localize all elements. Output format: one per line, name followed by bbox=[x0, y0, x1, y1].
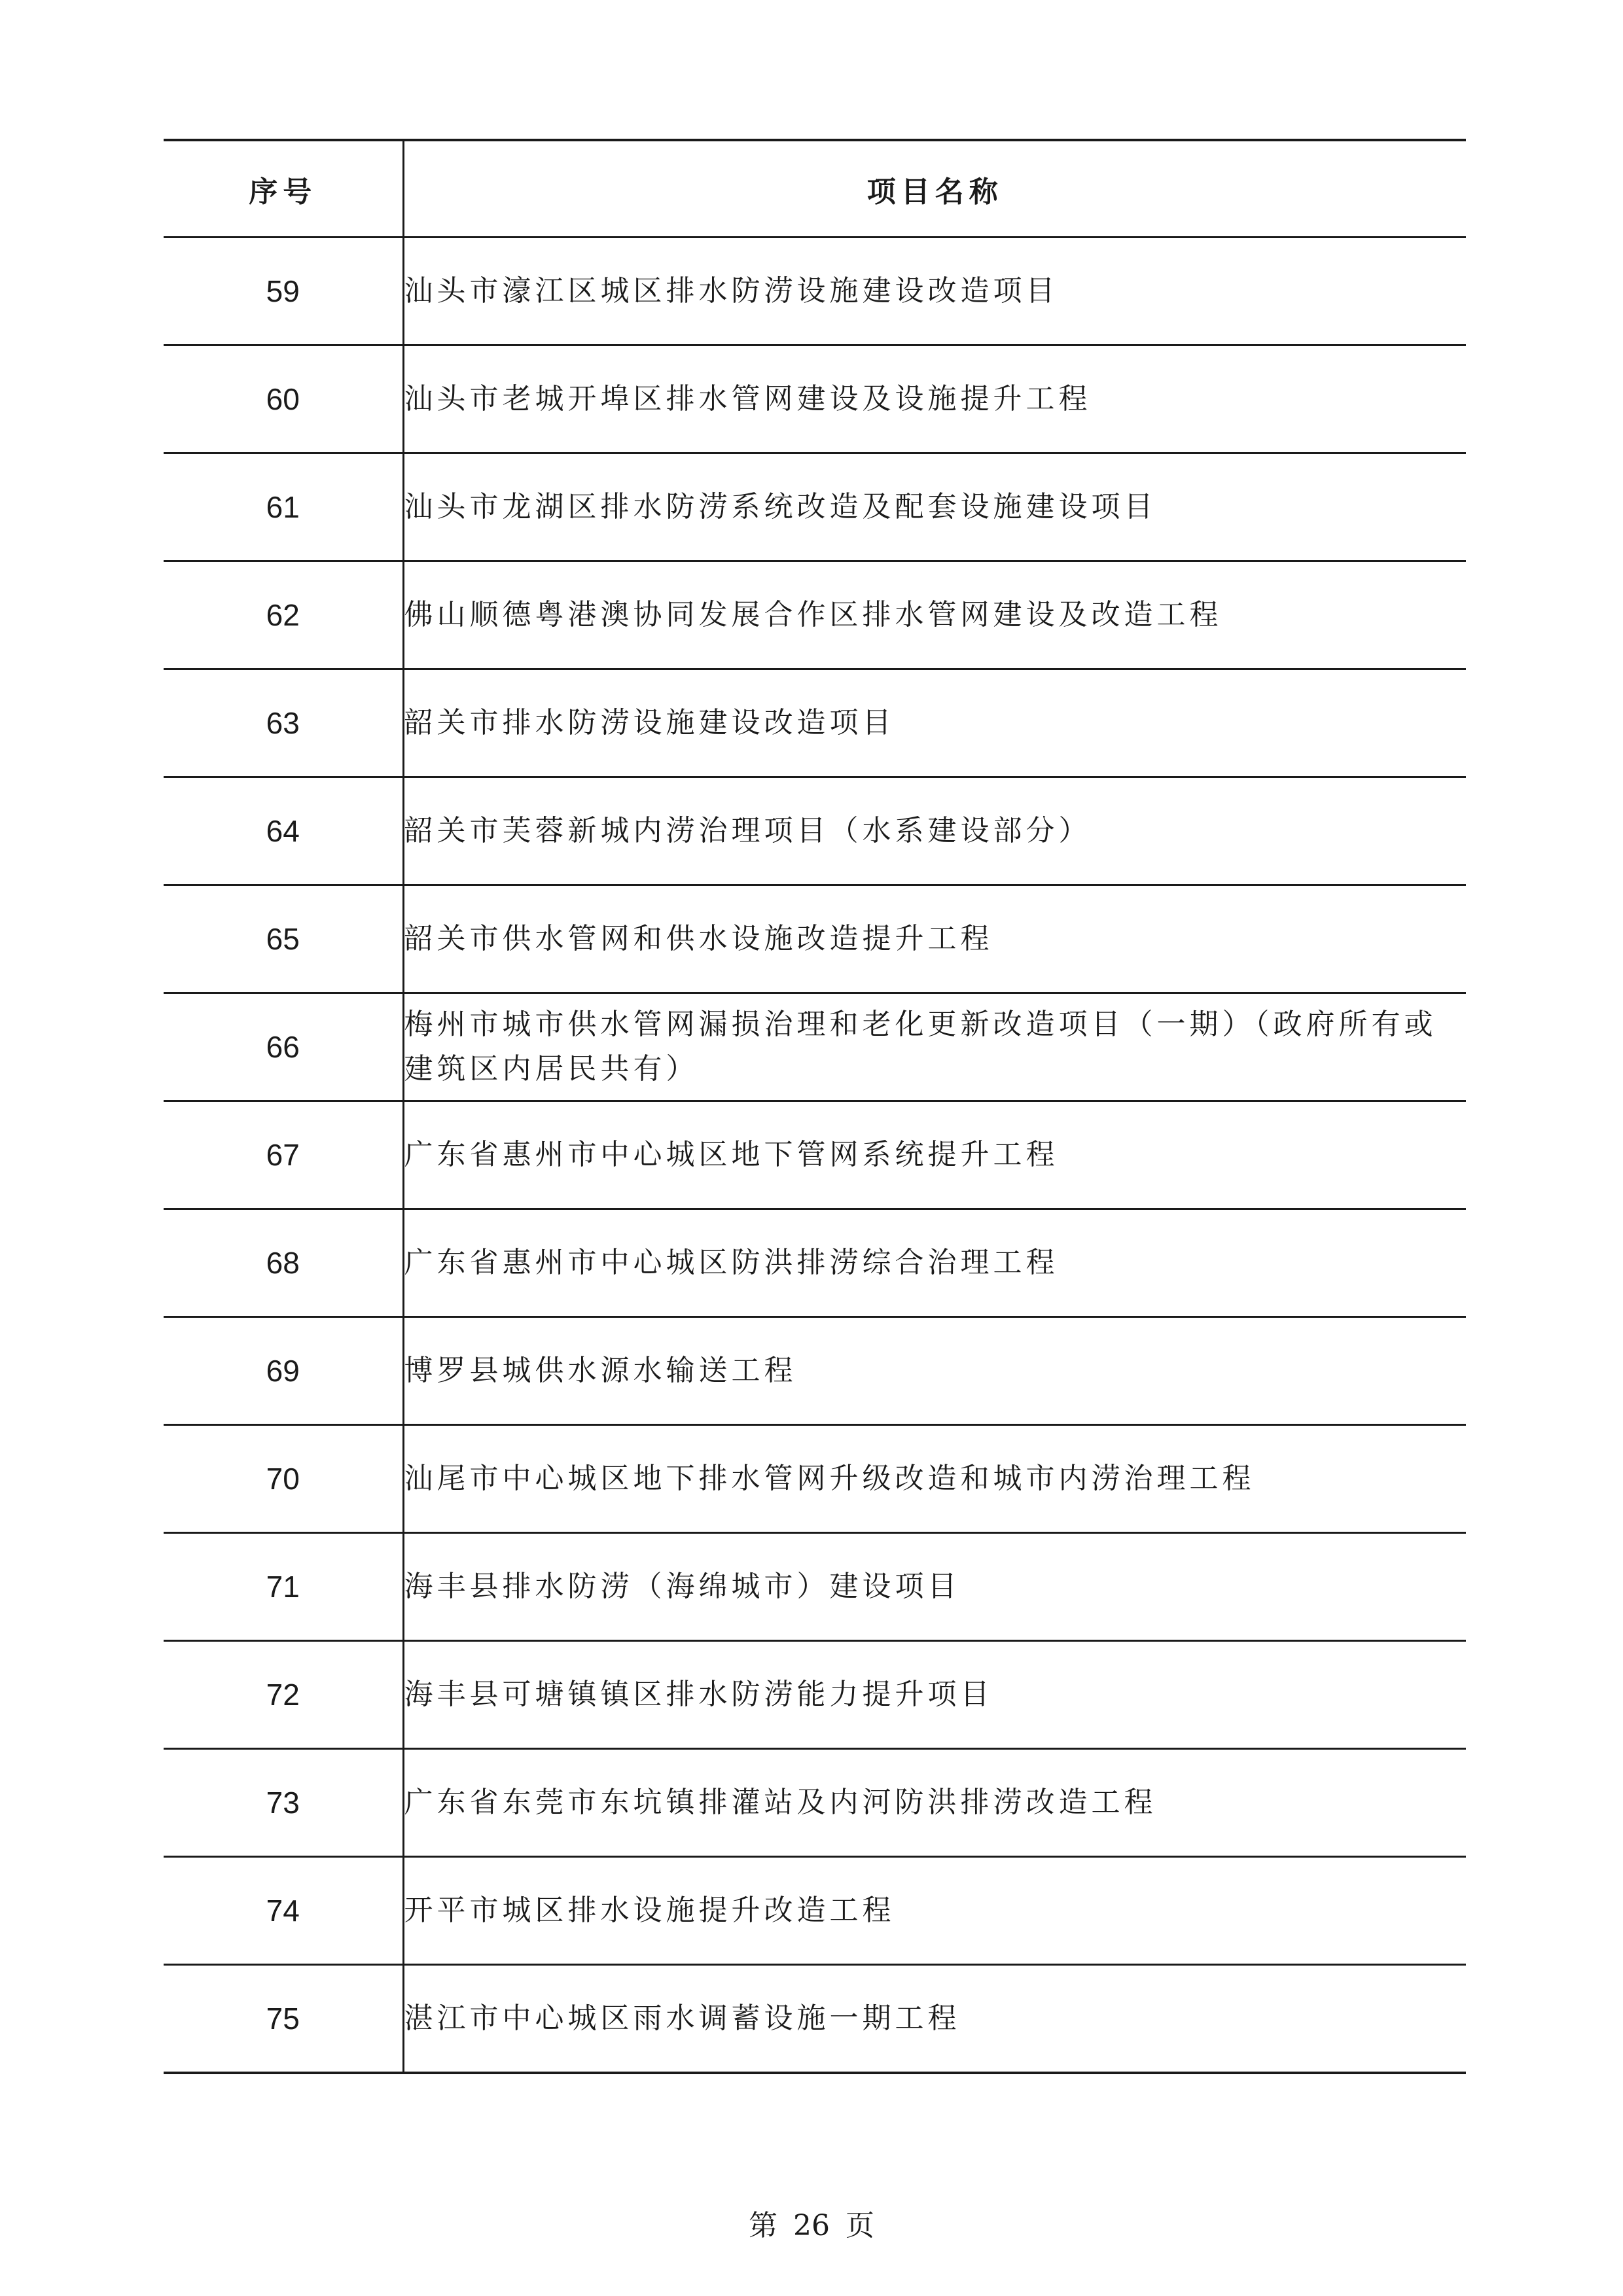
table-row bbox=[164, 1209, 1466, 1317]
table-row bbox=[164, 345, 1466, 453]
row-project-name: 海丰县排水防涝（海绵城市）建设项目 bbox=[403, 1533, 1466, 1641]
row-project-name: 佛山顺德粤港澳协同发展合作区排水管网建设及改造工程 bbox=[403, 561, 1466, 669]
row-serial-number: 69 bbox=[164, 1317, 403, 1425]
row-serial-number: 62 bbox=[164, 561, 403, 669]
row-project-name: 开平市城区排水设施提升改造工程 bbox=[403, 1857, 1466, 1965]
row-serial-number: 71 bbox=[164, 1533, 403, 1641]
row-serial-number: 68 bbox=[164, 1209, 403, 1317]
row-serial-number: 65 bbox=[164, 885, 403, 993]
table-row bbox=[164, 669, 1466, 777]
header-serial-number: 序号 bbox=[164, 140, 403, 238]
row-serial-number: 60 bbox=[164, 345, 403, 453]
row-serial-number: 59 bbox=[164, 238, 403, 345]
row-project-name: 汕尾市中心城区地下排水管网升级改造和城市内涝治理工程 bbox=[403, 1425, 1466, 1533]
row-project-name: 广东省惠州市中心城区防洪排涝综合治理工程 bbox=[403, 1209, 1466, 1317]
table-row bbox=[164, 453, 1466, 561]
table-row bbox=[164, 1317, 1466, 1425]
row-project-name: 广东省惠州市中心城区地下管网系统提升工程 bbox=[403, 1101, 1466, 1209]
row-project-name: 梅州市城市供水管网漏损治理和老化更新改造项目（一期）（政府所有或建筑区内居民共有） bbox=[403, 993, 1466, 1101]
row-serial-number: 75 bbox=[164, 1965, 403, 2074]
row-project-name: 湛江市中心城区雨水调蓄设施一期工程 bbox=[403, 1965, 1466, 2074]
table-row bbox=[164, 1857, 1466, 1965]
table-header-row bbox=[164, 140, 1466, 238]
row-serial-number: 61 bbox=[164, 453, 403, 561]
row-serial-number: 72 bbox=[164, 1641, 403, 1749]
table-row bbox=[164, 1101, 1466, 1209]
table-row bbox=[164, 1749, 1466, 1857]
table-row bbox=[164, 777, 1466, 885]
table-row bbox=[164, 885, 1466, 993]
row-project-name: 韶关市供水管网和供水设施改造提升工程 bbox=[403, 885, 1466, 993]
table-row bbox=[164, 1641, 1466, 1749]
row-serial-number: 70 bbox=[164, 1425, 403, 1533]
row-serial-number: 74 bbox=[164, 1857, 403, 1965]
row-project-name: 汕头市龙湖区排水防涝系统改造及配套设施建设项目 bbox=[403, 453, 1466, 561]
row-serial-number: 73 bbox=[164, 1749, 403, 1857]
table-row bbox=[164, 1425, 1466, 1533]
row-project-name: 海丰县可塘镇镇区排水防涝能力提升项目 bbox=[403, 1641, 1466, 1749]
row-project-name: 汕头市濠江区城区排水防涝设施建设改造项目 bbox=[403, 238, 1466, 345]
header-project-name: 项目名称 bbox=[403, 140, 1466, 238]
row-project-name: 汕头市老城开埠区排水管网建设及设施提升工程 bbox=[403, 345, 1466, 453]
table-row bbox=[164, 1965, 1466, 2074]
row-serial-number: 63 bbox=[164, 669, 403, 777]
row-project-name: 韶关市排水防涝设施建设改造项目 bbox=[403, 669, 1466, 777]
row-project-name: 韶关市芙蓉新城内涝治理项目（水系建设部分） bbox=[403, 777, 1466, 885]
page-number-footer: 第 26 页 bbox=[749, 2209, 874, 2242]
row-serial-number: 64 bbox=[164, 777, 403, 885]
row-project-name: 广东省东莞市东坑镇排灌站及内河防洪排涝改造工程 bbox=[403, 1749, 1466, 1857]
row-serial-number: 67 bbox=[164, 1101, 403, 1209]
project-table bbox=[164, 139, 1466, 2074]
row-project-name: 博罗县城供水源水输送工程 bbox=[403, 1317, 1466, 1425]
table-row bbox=[164, 238, 1466, 345]
table-row bbox=[164, 993, 1466, 1101]
row-serial-number: 66 bbox=[164, 993, 403, 1101]
table-row bbox=[164, 561, 1466, 669]
table-row bbox=[164, 1533, 1466, 1641]
